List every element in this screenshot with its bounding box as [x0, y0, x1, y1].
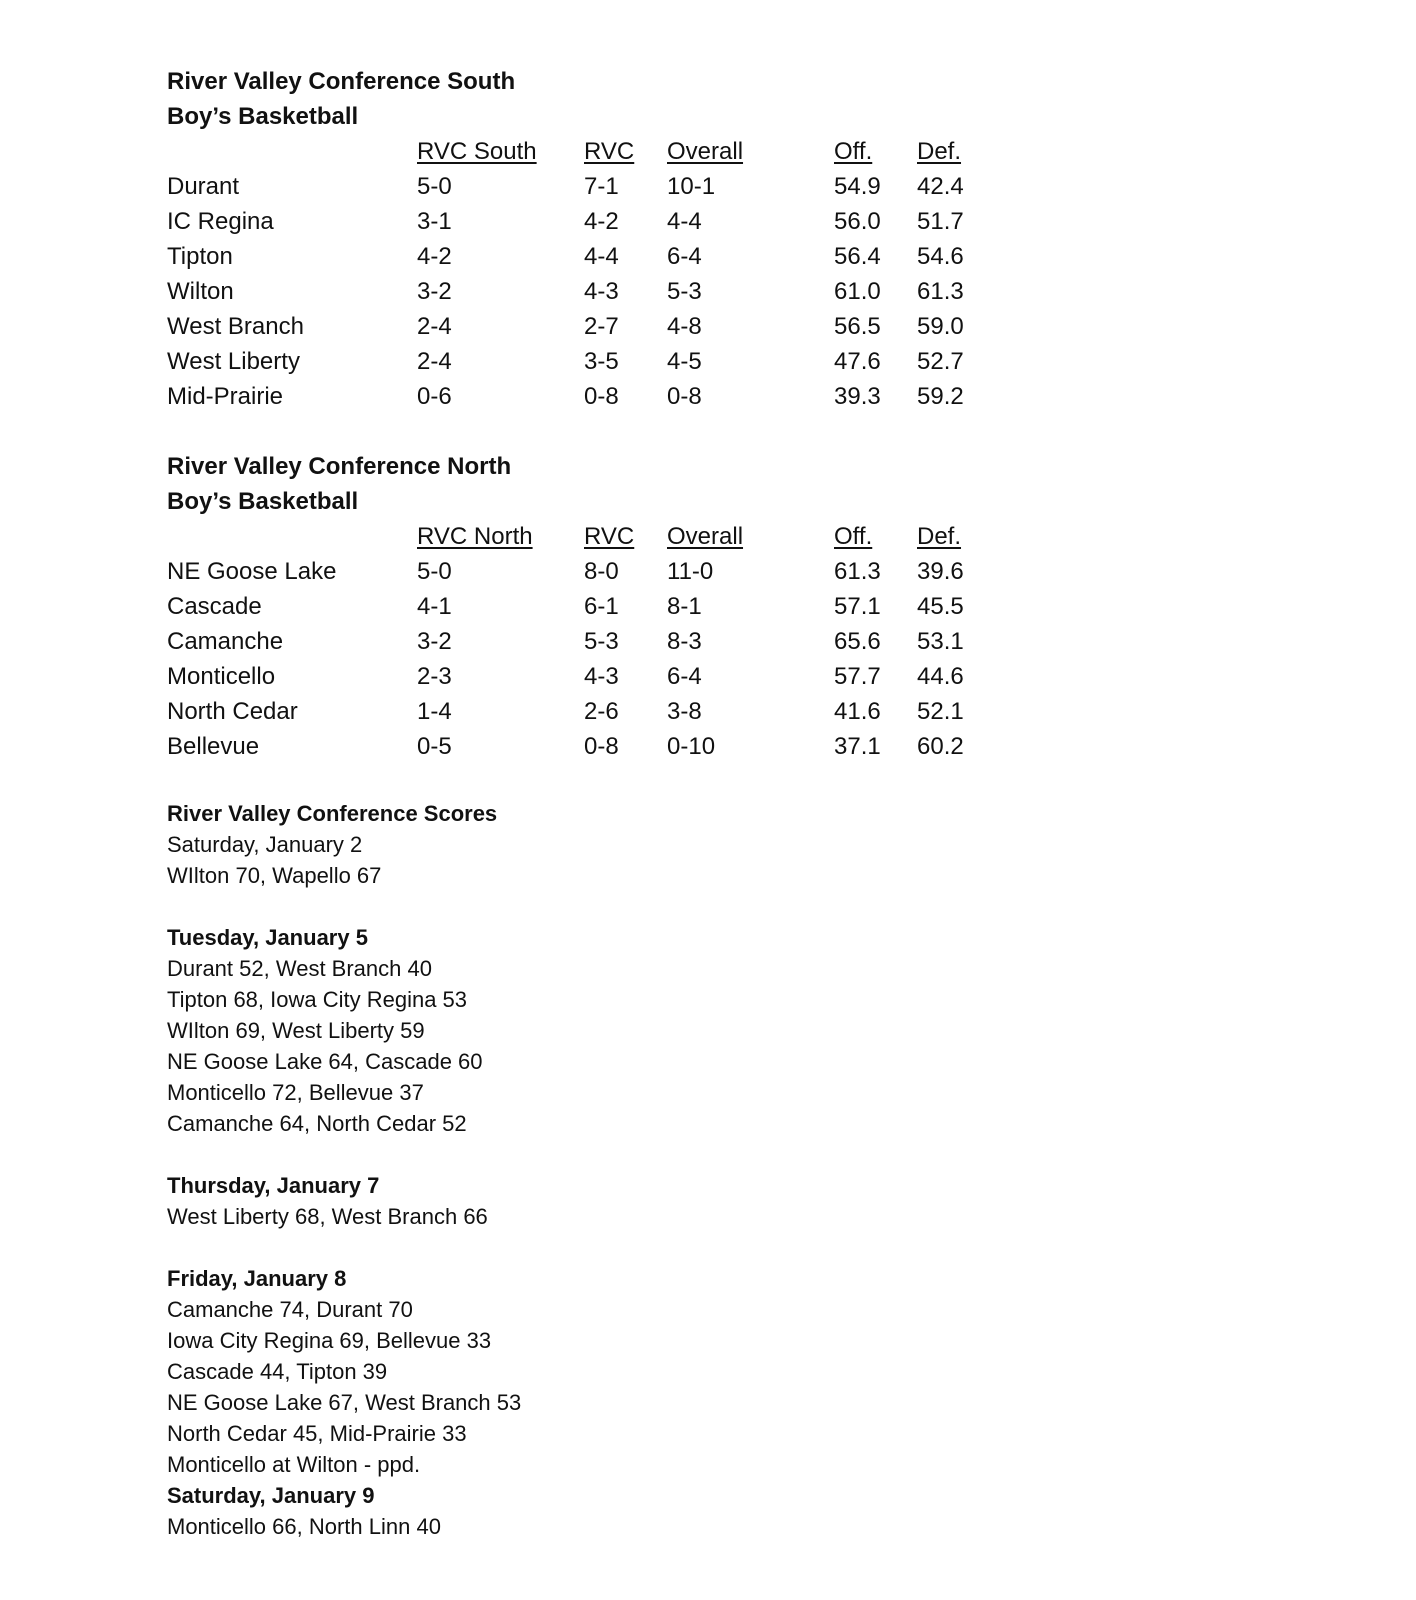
game-result: Iowa City Regina 69, Bellevue 33 — [167, 1328, 492, 1353]
scores-section — [167, 798, 1267, 1542]
game-result: Camanche 74, Durant 70 — [167, 1297, 413, 1322]
stat-cell: 61.3 — [917, 278, 964, 305]
col-header: RVC North — [417, 523, 533, 550]
stat-cell: 57.1 — [834, 593, 881, 620]
stat-cell: 57.7 — [834, 663, 881, 690]
stat-cell: 42.4 — [917, 173, 964, 200]
table-row — [167, 589, 1267, 624]
col-header: Def. — [917, 523, 962, 550]
score-date: Thursday, January 7 — [167, 1173, 380, 1198]
stat-cell: 44.6 — [917, 663, 964, 690]
stat-cell: 51.7 — [917, 208, 964, 235]
team-name: West Branch — [167, 313, 304, 340]
stat-cell: 2-4 — [417, 313, 452, 340]
stat-cell: 59.2 — [917, 383, 964, 410]
table-row — [167, 554, 1267, 589]
south-header-row — [167, 134, 1267, 169]
stat-cell: 8-3 — [667, 628, 702, 655]
south-subtitle: Boy’s Basketball — [167, 103, 359, 130]
table-row — [167, 204, 1267, 239]
stat-cell: 56.5 — [834, 313, 881, 340]
stat-cell: 53.1 — [917, 628, 964, 655]
team-name: Mid-Prairie — [167, 383, 284, 410]
game-result: Monticello 72, Bellevue 37 — [167, 1080, 424, 1105]
stat-cell: 59.0 — [917, 313, 964, 340]
game-result: North Cedar 45, Mid-Prairie 33 — [167, 1421, 467, 1446]
stat-cell: 8-1 — [667, 593, 702, 620]
col-header: Overall — [667, 523, 744, 550]
team-name: Camanche — [167, 628, 284, 655]
stat-cell: 6-4 — [667, 243, 702, 270]
stat-cell: 2-6 — [584, 698, 619, 725]
stat-cell: 0-6 — [417, 383, 452, 410]
north-standings — [167, 449, 1267, 764]
north-subtitle: Boy’s Basketball — [167, 488, 359, 515]
stat-cell: 37.1 — [834, 733, 881, 760]
stat-cell: 56.0 — [834, 208, 881, 235]
stat-cell: 4-4 — [584, 243, 619, 270]
team-name: Cascade — [167, 593, 262, 620]
table-row — [167, 379, 1267, 414]
team-name: Durant — [167, 173, 240, 200]
stat-cell: 4-8 — [667, 313, 702, 340]
game-result: Camanche 64, North Cedar 52 — [167, 1111, 467, 1136]
stat-cell: 39.3 — [834, 383, 881, 410]
stat-cell: 2-4 — [417, 348, 452, 375]
stat-cell: 2-7 — [584, 313, 619, 340]
game-result: Cascade 44, Tipton 39 — [167, 1359, 388, 1384]
score-date: Friday, January 8 — [167, 1266, 347, 1291]
col-header: RVC South — [417, 138, 537, 165]
team-name: North Cedar — [167, 698, 298, 725]
stat-cell: 61.0 — [834, 278, 881, 305]
table-row — [167, 169, 1267, 204]
stat-cell: 4-2 — [584, 208, 619, 235]
col-header: Overall — [667, 138, 744, 165]
team-name: West Liberty — [167, 348, 300, 375]
team-name: Wilton — [167, 278, 234, 305]
stat-cell: 5-0 — [417, 173, 452, 200]
stat-cell: 45.5 — [917, 593, 964, 620]
scores-title: River Valley Conference Scores — [167, 801, 498, 826]
table-row — [167, 239, 1267, 274]
stat-cell: 3-5 — [584, 348, 619, 375]
stat-cell: 5-0 — [417, 558, 452, 585]
stat-cell: 0-5 — [417, 733, 452, 760]
stat-cell: 41.6 — [834, 698, 881, 725]
stat-cell: 54.9 — [834, 173, 881, 200]
team-name: IC Regina — [167, 208, 274, 235]
stat-cell: 0-8 — [584, 733, 619, 760]
stat-cell: 60.2 — [917, 733, 964, 760]
standings-document — [167, 64, 1267, 1542]
stat-cell: 11-0 — [667, 558, 714, 585]
game-result: WIlton 69, West Liberty 59 — [167, 1018, 425, 1043]
team-name: NE Goose Lake — [167, 558, 337, 585]
stat-cell: 54.6 — [917, 243, 964, 270]
stat-cell: 4-4 — [667, 208, 702, 235]
stat-cell: 2-3 — [417, 663, 452, 690]
game-result: WIlton 70, Wapello 67 — [167, 863, 382, 888]
stat-cell: 52.1 — [917, 698, 964, 725]
col-header: RVC — [584, 523, 635, 550]
south-title: River Valley Conference South — [167, 68, 516, 95]
north-title: River Valley Conference North — [167, 453, 512, 480]
stat-cell: 4-3 — [584, 278, 619, 305]
stat-cell: 39.6 — [917, 558, 964, 585]
col-header: RVC — [584, 138, 635, 165]
south-standings — [167, 64, 1267, 414]
stat-cell: 10-1 — [667, 173, 716, 200]
stat-cell: 5-3 — [584, 628, 619, 655]
stat-cell: 8-0 — [584, 558, 619, 585]
table-row — [167, 729, 1267, 764]
game-result: NE Goose Lake 64, Cascade 60 — [167, 1049, 483, 1074]
north-rows — [167, 554, 1267, 764]
stat-cell: 7-1 — [584, 173, 619, 200]
table-row — [167, 344, 1267, 379]
game-result: NE Goose Lake 67, West Branch 53 — [167, 1390, 522, 1415]
table-row — [167, 659, 1267, 694]
stat-cell: 3-1 — [417, 208, 452, 235]
team-name: Monticello — [167, 663, 276, 690]
table-row — [167, 624, 1267, 659]
stat-cell: 6-4 — [667, 663, 702, 690]
stat-cell: 0-8 — [667, 383, 702, 410]
team-name: Tipton — [167, 243, 233, 270]
game-result: Monticello at Wilton - ppd. — [167, 1452, 421, 1477]
stat-cell: 0-10 — [667, 733, 716, 760]
stat-cell: 3-8 — [667, 698, 702, 725]
game-result: Monticello 66, North Linn 40 — [167, 1514, 441, 1539]
team-name: Bellevue — [167, 733, 260, 760]
stat-cell: 52.7 — [917, 348, 964, 375]
table-row — [167, 694, 1267, 729]
stat-cell: 4-2 — [417, 243, 452, 270]
stat-cell: 0-8 — [584, 383, 619, 410]
north-header-row — [167, 519, 1267, 554]
stat-cell: 4-1 — [417, 593, 452, 620]
stat-cell: 4-5 — [667, 348, 702, 375]
stat-cell: 56.4 — [834, 243, 881, 270]
stat-cell: 5-3 — [667, 278, 702, 305]
col-header: Off. — [834, 523, 873, 550]
scores-days — [167, 829, 1267, 1542]
stat-cell: 6-1 — [584, 593, 619, 620]
score-date: Tuesday, January 5 — [167, 925, 368, 950]
table-row — [167, 274, 1267, 309]
stat-cell: 4-3 — [584, 663, 619, 690]
stat-cell: 3-2 — [417, 628, 452, 655]
south-rows — [167, 169, 1267, 414]
score-date: Saturday, January 9 — [167, 1483, 375, 1508]
col-header: Def. — [917, 138, 962, 165]
game-result: West Liberty 68, West Branch 66 — [167, 1204, 488, 1229]
stat-cell: 1-4 — [417, 698, 452, 725]
game-result: Durant 52, West Branch 40 — [167, 956, 432, 981]
stat-cell: 65.6 — [834, 628, 881, 655]
col-header: Off. — [834, 138, 873, 165]
table-row — [167, 309, 1267, 344]
score-date: Saturday, January 2 — [167, 832, 363, 857]
stat-cell: 47.6 — [834, 348, 881, 375]
game-result: Tipton 68, Iowa City Regina 53 — [167, 987, 468, 1012]
stat-cell: 61.3 — [834, 558, 881, 585]
stat-cell: 3-2 — [417, 278, 452, 305]
